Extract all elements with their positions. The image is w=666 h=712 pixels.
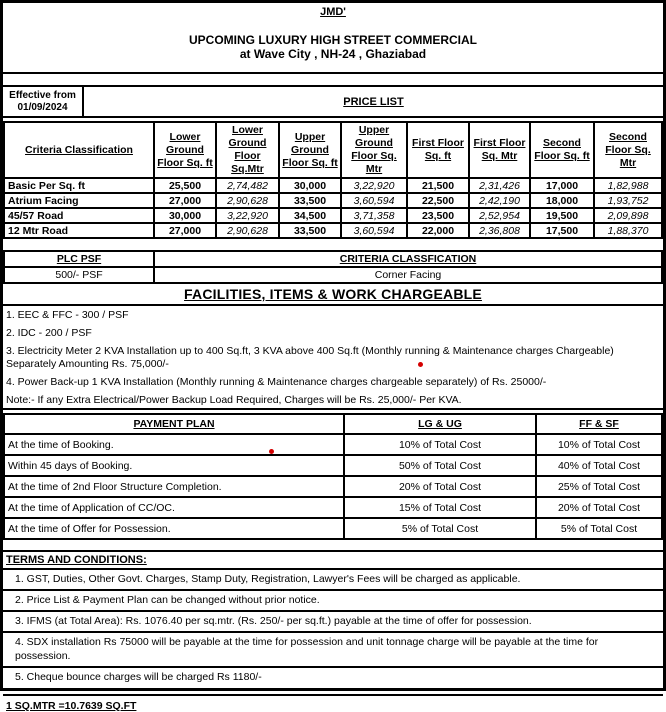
- cell-value: 2,36,808: [469, 223, 530, 238]
- price-table-header-row: [4, 122, 662, 178]
- col-header-criteria: Criteria Classification: [4, 122, 154, 178]
- payment-stage: At the time of Offer for Possession.: [4, 518, 344, 539]
- col-header-ff-sqmtr: First Floor Sq. Mtr: [469, 122, 530, 178]
- effective-from-cell: [3, 87, 84, 116]
- cell-value: 30,000: [154, 208, 216, 223]
- cell-value: 27,000: [154, 193, 216, 208]
- plc-table: [3, 250, 663, 284]
- cell-value: 2,42,190: [469, 193, 530, 208]
- payment-row: [4, 497, 662, 518]
- section-gap: [3, 239, 663, 250]
- payment-ff-sf: 40% of Total Cost: [536, 455, 662, 476]
- facility-item: 3. Electricity Meter 2 KVA Installation up to 400 Sq.ft, 3 KVA above 400 Sq.ft (Monthly running & Maintenance charges Chargeable) Separately Amounting Rs. 75,000/-: [6, 345, 614, 370]
- col-header-lg-sqft: Lower Ground Floor Sq. ft: [154, 122, 216, 178]
- terms-heading: TERMS AND CONDITIONS:: [3, 552, 663, 570]
- cell-value: 33,500: [279, 193, 341, 208]
- cell-value: 17,000: [530, 178, 594, 193]
- facility-item: 4. Power Back-up 1 KVA Installation (Monthly running & Maintenance charges chargeable separately) of Rs. 25000/-: [6, 376, 547, 388]
- facility-item-note: Note:- If any Extra Electrical/Power Backup Load Required, Charges will be Rs. 25,000/- Per KVA.: [6, 394, 462, 406]
- cell-value: 30,000: [279, 178, 341, 193]
- facility-item: 1. EEC & FFC - 300 / PSF: [6, 309, 129, 321]
- cell-value: 21,500: [407, 178, 469, 193]
- cell-value: 2,09,898: [594, 208, 662, 223]
- cell-value: 2,90,628: [216, 223, 279, 238]
- payment-lg-ug: 5% of Total Cost: [344, 518, 536, 539]
- col-header-sf-sqmtr: Second Floor Sq. Mtr: [594, 122, 662, 178]
- cell-value: 3,60,594: [341, 193, 407, 208]
- term-item: 4. SDX installation Rs 75000 will be payable at the time for possession and unit tonnage charge will be payable at the time for possession.: [3, 633, 663, 668]
- term-item: 2. Price List & Payment Plan can be changed without prior notice.: [3, 591, 663, 612]
- cell-value: 33,500: [279, 223, 341, 238]
- effective-from-label: Effective from: [9, 89, 76, 101]
- cell-value: 19,500: [530, 208, 594, 223]
- price-table: [3, 121, 663, 239]
- facilities-heading: [3, 284, 663, 306]
- section-gap: [3, 540, 663, 550]
- criteria-classification-header: CRITERIA CLASSFICATION: [154, 251, 662, 267]
- payment-row: [4, 455, 662, 476]
- table-row: [4, 193, 662, 208]
- term-item: 1. GST, Duties, Other Govt. Charges, Stamp Duty, Registration, Lawyer's Fees will be charged as applicable.: [3, 570, 663, 591]
- payment-stage: At the time of Booking.: [4, 434, 344, 455]
- cell-value: 2,74,482: [216, 178, 279, 193]
- payment-plan-header-row: [4, 414, 662, 434]
- spacer-row: [3, 74, 663, 87]
- cell-value: 1,82,988: [594, 178, 662, 193]
- table-row: [4, 208, 662, 223]
- plc-value-row: [4, 267, 662, 283]
- cell-value: 23,500: [407, 208, 469, 223]
- payment-plan-header: PAYMENT PLAN: [4, 414, 344, 434]
- payment-ff-sf: 20% of Total Cost: [536, 497, 662, 518]
- facilities-heading-text: FACILITIES, ITEMS & WORK CHARGEABLE: [184, 286, 482, 302]
- payment-ff-sf: 5% of Total Cost: [536, 518, 662, 539]
- facilities-items: [3, 306, 663, 410]
- cell-value: 3,60,594: [341, 223, 407, 238]
- plc-psf-value: 500/- PSF: [4, 267, 154, 283]
- payment-ff-sf: 10% of Total Cost: [536, 434, 662, 455]
- red-dot-annotation: [418, 362, 423, 367]
- price-list-cell: [84, 87, 663, 116]
- plc-header-row: [4, 251, 662, 267]
- red-dot-annotation: [269, 449, 274, 454]
- row-label: 45/57 Road: [4, 208, 154, 223]
- ff-sf-header: FF & SF: [536, 414, 662, 434]
- col-header-sf-sqft: Second Floor Sq. ft: [530, 122, 594, 178]
- cell-value: 2,31,426: [469, 178, 530, 193]
- payment-lg-ug: 50% of Total Cost: [344, 455, 536, 476]
- document-subtitle: at Wave City , NH-24 , Ghaziabad: [239, 47, 427, 61]
- row-label: Basic Per Sq. ft: [4, 178, 154, 193]
- term-item: 5. Cheque bounce charges will be charged Rs 1180/-: [3, 668, 663, 696]
- cell-value: 2,90,628: [216, 193, 279, 208]
- effective-from-date: 01/09/2024: [17, 101, 68, 113]
- cell-value: 1,93,752: [594, 193, 662, 208]
- unit-conversion-footnote: 1 SQ.MTR =10.7639 SQ.FT: [6, 700, 137, 712]
- payment-lg-ug: 15% of Total Cost: [344, 497, 536, 518]
- terms-and-conditions: [3, 550, 663, 696]
- cell-value: 3,22,920: [341, 178, 407, 193]
- col-header-ug-sqmtr: Upper Ground Floor Sq. Mtr: [341, 122, 407, 178]
- col-header-ff-sqft: First Floor Sq. ft: [407, 122, 469, 178]
- payment-stage: Within 45 days of Booking.: [4, 455, 344, 476]
- term-item: 3. IFMS (at Total Area): Rs. 1076.40 per sq.mtr. (Rs. 250/- per sq.ft.) payable at the time of offer for possession.: [3, 612, 663, 633]
- criteria-classification-value: Corner Facing: [154, 267, 662, 283]
- price-list-label: PRICE LIST: [343, 95, 404, 108]
- payment-stage: At the time of 2nd Floor Structure Completion.: [4, 476, 344, 497]
- row-label: 12 Mtr Road: [4, 223, 154, 238]
- cell-value: 17,500: [530, 223, 594, 238]
- payment-row: [4, 434, 662, 455]
- cell-value: 34,500: [279, 208, 341, 223]
- cell-value: 22,500: [407, 193, 469, 208]
- cell-value: 2,52,954: [469, 208, 530, 223]
- cell-value: 3,71,358: [341, 208, 407, 223]
- lg-ug-header: LG & UG: [344, 414, 536, 434]
- payment-row: [4, 518, 662, 539]
- cell-value: 1,88,370: [594, 223, 662, 238]
- cell-value: 3,22,920: [216, 208, 279, 223]
- document-header: [3, 3, 663, 74]
- facility-item: 2. IDC - 200 / PSF: [6, 327, 92, 339]
- col-header-ug-sqft: Upper Ground Floor Sq. ft: [279, 122, 341, 178]
- effective-price-row: [3, 87, 663, 118]
- col-header-lg-sqmtr: Lower Ground Floor Sq.Mtr: [216, 122, 279, 178]
- table-row: [4, 223, 662, 238]
- payment-lg-ug: 10% of Total Cost: [344, 434, 536, 455]
- cell-value: 27,000: [154, 223, 216, 238]
- payment-row: [4, 476, 662, 497]
- plc-psf-header: PLC PSF: [4, 251, 154, 267]
- cell-value: 25,500: [154, 178, 216, 193]
- table-row: [4, 178, 662, 193]
- document-title: UPCOMING LUXURY HIGH STREET COMMERCIAL: [188, 33, 477, 47]
- payment-ff-sf: 25% of Total Cost: [536, 476, 662, 497]
- cell-value: 22,000: [407, 223, 469, 238]
- brand-name: JMD': [320, 6, 346, 18]
- payment-stage: At the time of Application of CC/OC.: [4, 497, 344, 518]
- payment-plan-table: [3, 413, 663, 540]
- payment-lg-ug: 20% of Total Cost: [344, 476, 536, 497]
- row-label: Atrium Facing: [4, 193, 154, 208]
- cell-value: 18,000: [530, 193, 594, 208]
